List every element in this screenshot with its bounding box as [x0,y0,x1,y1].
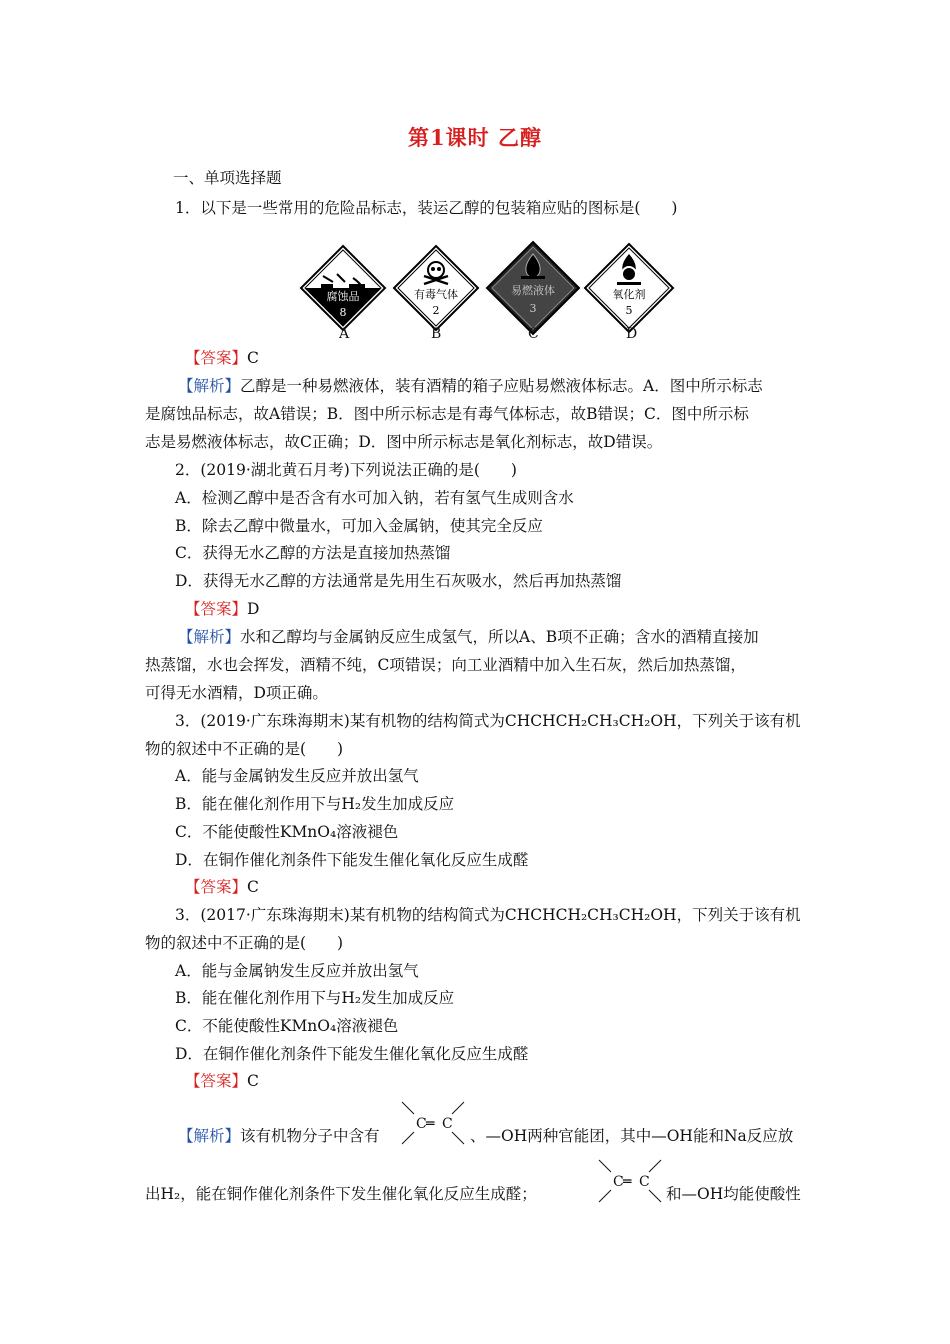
q3b-option-c: C．不能使酸性KMnO₄溶液褪色 [175,1017,399,1035]
hazard-signs-figure [295,228,675,348]
corrosive-sign-icon [301,246,385,330]
q3a-option-d: D．在铜作催化剂条件下能发生催化氧化反应生成醛 [175,851,529,869]
q2-option-a: A．检测乙醇中是否含有水可加入钠，若有氢气生成则含水 [175,489,574,507]
q3b-answer [185,1071,259,1091]
q2-option-b: B．除去乙醇中微量水，可加入金属钠，使其完全反应 [175,517,543,535]
analysis-text: 水和乙醇均与金属钠反应生成氢气，所以A、B项不正确；含水的酒精直接加 [240,628,759,646]
double-bond: ═ [426,1116,435,1132]
q2-analysis-line-2: 热蒸馏，水也会挥发，酒精不纯，C项错误；向工业酒精中加入生石灰，然后加热蒸馏， [145,656,746,674]
q3a-option-c: C．不能使酸性KMnO₄溶液褪色 [175,823,399,841]
sign-label-c: C [528,326,539,342]
q3b-analysis-line-1-start [178,1126,380,1146]
answer-value: C [247,1072,259,1090]
q2-option-d: D．获得无水乙醇的方法通常是先用生石灰吸水，然后再加热蒸馏 [175,572,622,590]
q3b-stem-line-1: 3．(2017·广东珠海期末)某有机物的结构简式为CHCHCH₂CH₃CH₂OH，下列关于该有机 [175,906,801,924]
q1-analysis-line-2: 是腐蚀品标志，故A错误；B．图中所示标志是有毒气体标志，故B错误；C．图中所示标 [145,405,749,423]
section-heading: 一、单项选择题 [173,169,282,187]
answer-value: C [247,349,259,367]
sign-b-text: 有毒气体 [414,288,458,301]
carbon-atom: C [442,1116,453,1132]
q3b-analysis-line-2-end: 和—OH均能使酸性 [666,1185,801,1203]
carbon-atom: C [613,1174,624,1190]
q3a-stem-line-2: 物的叙述中不正确的是( ) [145,740,344,758]
page-title: 第1课时 乙醇 [408,125,542,150]
sign-label-a: A [339,326,350,342]
q3b-stem-line-2: 物的叙述中不正确的是( ) [145,934,344,952]
q2-analysis-line-3: 可得无水酒精，D项正确。 [145,684,328,702]
q3b-option-b: B．能在催化剂作用下与H₂发生加成反应 [175,989,455,1007]
q3b-option-a: A．能与金属钠发生反应并放出氢气 [175,962,419,980]
sign-b-num: 2 [432,304,440,317]
analysis-tag: 【解析】 [178,1127,241,1145]
q1-analysis-line-3: 志是易燃液体标志，故C正确；D．图中所示标志是氧化剂标志，故D错误。 [145,433,663,451]
sign-d-num: 5 [625,304,633,317]
answer-tag: 【答案】 [185,349,248,367]
alkene-structure-1 [398,1100,468,1146]
q1-analysis-line-1 [178,376,763,396]
sign-c-text: 易燃液体 [511,284,555,297]
answer-tag: 【答案】 [185,1072,248,1090]
q3a-option-b: B．能在催化剂作用下与H₂发生加成反应 [175,795,455,813]
sign-a-num: 8 [339,306,347,319]
answer-tag: 【答案】 [185,878,248,896]
answer-tag: 【答案】 [185,600,248,618]
sign-c-num: 3 [529,302,537,315]
q2-option-c: C．获得无水乙醇的方法是直接加热蒸馏 [175,544,451,562]
q1-answer [185,348,259,368]
alkene-structure-2 [595,1158,665,1204]
answer-value: C [247,878,259,896]
double-bond: ═ [623,1174,632,1190]
carbon-atom: C [639,1174,650,1190]
analysis-tag: 【解析】 [178,377,241,395]
flammable-liquid-sign-icon [487,242,579,334]
carbon-atom: C [416,1116,427,1132]
sign-label-d: D [626,326,638,342]
q3a-option-a: A．能与金属钠发生反应并放出氢气 [175,767,419,785]
q3a-stem-line-1: 3．(2019·广东珠海期末)某有机物的结构简式为CHCHCH₂CH₃CH₂OH，下列关于该有机 [175,712,801,730]
q3a-answer [185,877,259,897]
toxic-gas-sign-icon [394,246,478,330]
q2-answer [185,599,259,619]
q3b-analysis-line-2-start: 出H₂，能在铜作催化剂条件下发生催化氧化反应生成醛； [145,1185,537,1203]
answer-value: D [247,600,260,618]
sign-d-text: 氧化剂 [612,288,646,301]
oxidizer-sign-icon [585,244,673,332]
sign-label-b: B [431,326,442,342]
q1-stem: 1．以下是一些常用的危险品标志，装运乙醇的包装箱应贴的图标是( ) [175,199,678,217]
sign-a-text: 腐蚀品 [326,290,360,303]
analysis-text: 乙醇是一种易燃液体，装有酒精的箱子应贴易燃液体标志。A．图中所示标志 [240,377,763,395]
analysis-text: 该有机物分子中含有 [240,1127,380,1145]
q2-stem: 2．(2019·湖北黄石月考)下列说法正确的是( ) [175,461,517,479]
analysis-tag: 【解析】 [178,628,241,646]
q3b-analysis-line-1-end: 、—OH两种官能团，其中—OH能和Na反应放 [470,1127,794,1145]
q2-analysis-line-1 [178,627,759,647]
q3b-option-d: D．在铜作催化剂条件下能发生催化氧化反应生成醛 [175,1045,529,1063]
